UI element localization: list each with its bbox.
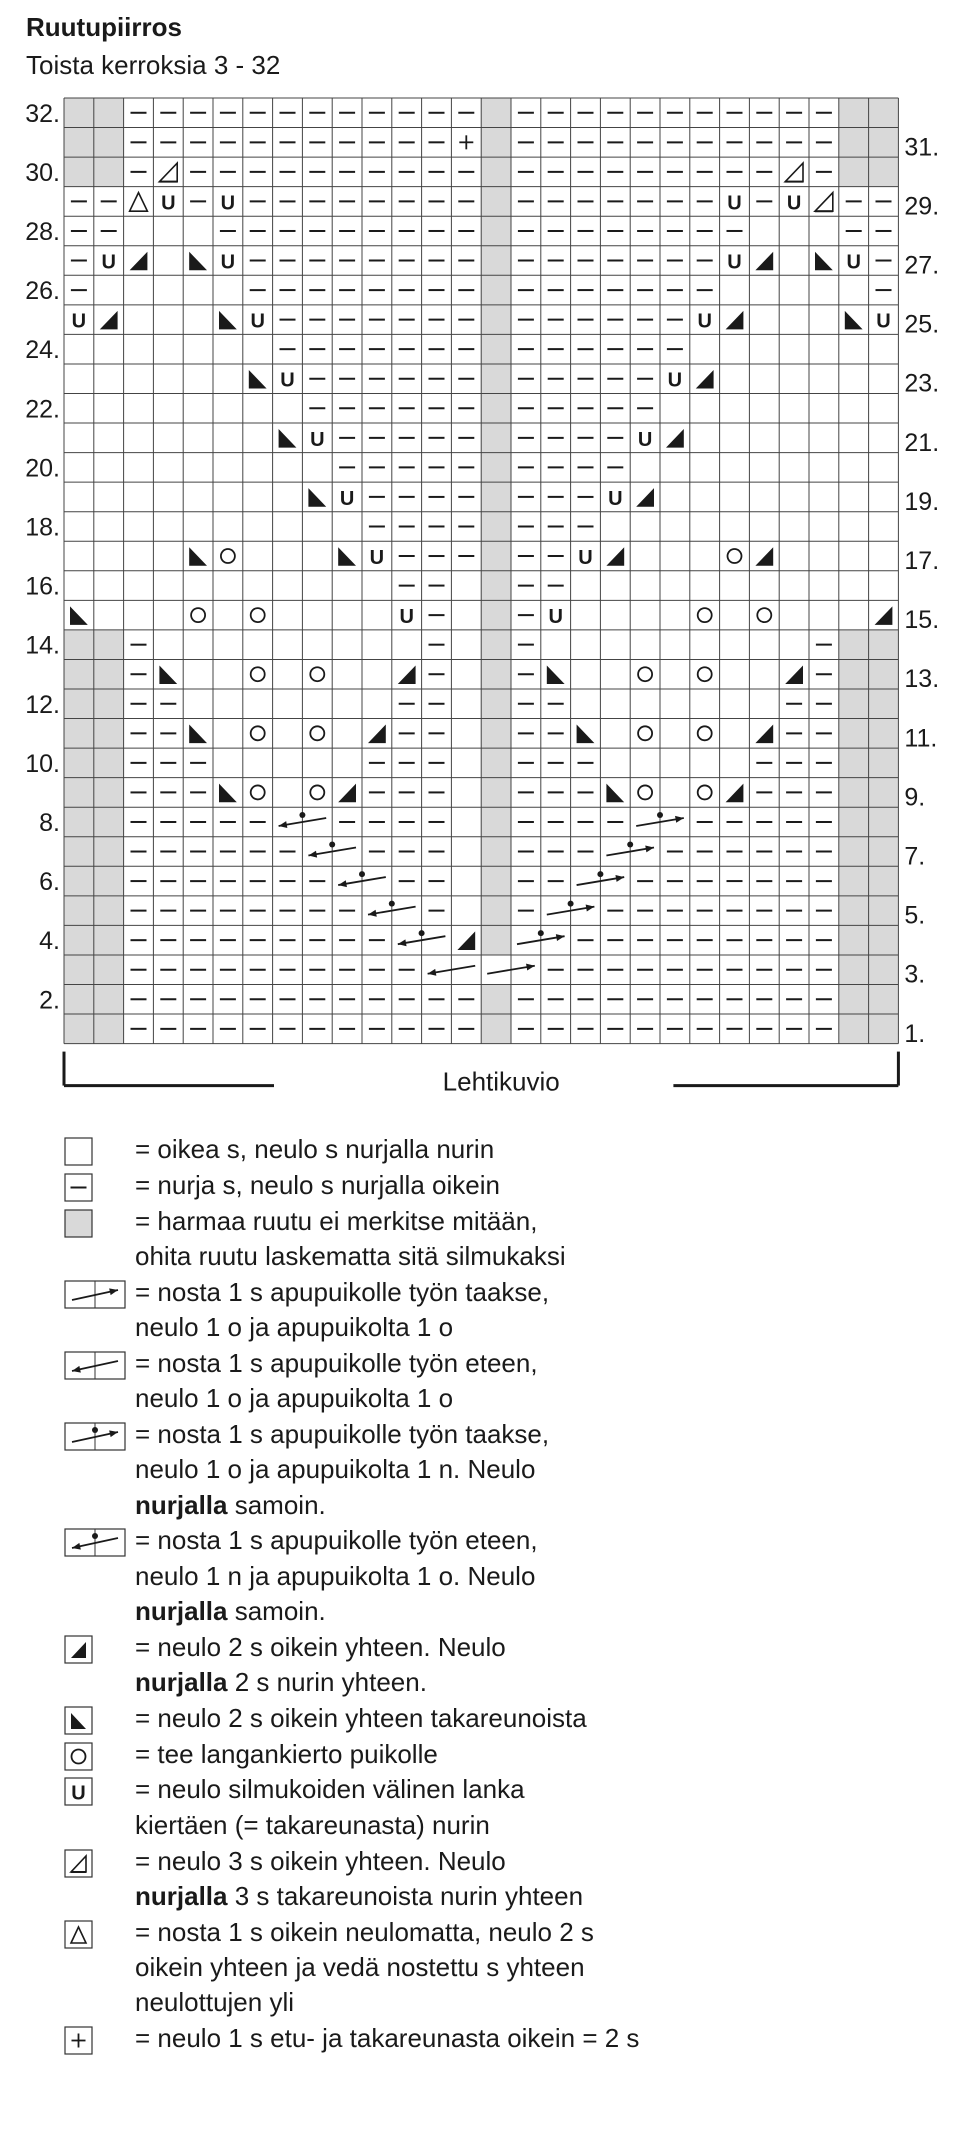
- ssk-icon: [845, 311, 863, 330]
- gray-cell: [481, 157, 511, 187]
- gray-cell: [869, 955, 899, 985]
- gray-cell: [94, 1014, 124, 1044]
- cable-dot: [627, 842, 633, 848]
- row-label-left: 6.: [39, 868, 60, 897]
- gray-cell: [869, 659, 899, 689]
- gray-cell: [481, 778, 511, 808]
- gray-cell: [839, 985, 869, 1015]
- gray-cell: [481, 600, 511, 630]
- legend-text: neulottujen yli: [135, 1987, 294, 2018]
- legend-text: = oikea s, neulo s nurjalla nurin: [135, 1134, 495, 1164]
- legend-icon-yo-icon: [64, 1742, 93, 1771]
- gray-cell: [481, 807, 511, 837]
- gray-cell: [839, 1014, 869, 1044]
- gray-cell: [869, 925, 899, 955]
- gray-cell: [64, 896, 94, 926]
- gray-cell: [64, 630, 94, 660]
- gray-cell: [94, 659, 124, 689]
- yarn-over-icon: [310, 785, 324, 799]
- legend-text: = neulo silmukoiden välinen lanka: [135, 1774, 525, 1805]
- legend-icon-box: [65, 1210, 92, 1237]
- cable-dot: [299, 812, 305, 818]
- twisted-purl-icon: U: [71, 1782, 86, 1805]
- row-label-right: 31.: [904, 133, 940, 162]
- k3tog-icon: [785, 163, 803, 182]
- gray-cell: [839, 659, 869, 689]
- ssk-icon: [159, 665, 177, 684]
- gray-cell: [481, 719, 511, 749]
- k2tog-icon: [755, 547, 773, 566]
- legend-icon-u-icon: [64, 1777, 93, 1806]
- gray-cell: [839, 866, 869, 896]
- yarn-over-icon: [191, 608, 205, 622]
- yarn-over-icon: [638, 785, 652, 799]
- twisted-purl-icon: U: [280, 369, 295, 392]
- row-label-right: 11.: [904, 724, 938, 753]
- cable-dot: [597, 871, 603, 877]
- gray-cell: [94, 925, 124, 955]
- chart-subtitle: Toista kerroksia 3 - 32: [26, 50, 281, 80]
- twisted-purl-icon: U: [697, 310, 712, 333]
- legend-icon-box: [65, 1138, 92, 1165]
- row-label-right: 23.: [904, 369, 940, 398]
- gray-cell: [481, 334, 511, 364]
- cable-dot: [92, 1427, 98, 1433]
- twisted-purl-icon: U: [161, 192, 176, 215]
- twisted-purl-icon: U: [876, 310, 891, 333]
- ssk-icon: [249, 370, 267, 389]
- gray-cell: [94, 689, 124, 719]
- ssk-icon: [606, 784, 624, 803]
- yarn-over-icon: [698, 785, 712, 799]
- yarn-over-icon: [221, 549, 235, 563]
- gray-cell: [94, 157, 124, 187]
- gray-cell: [64, 837, 94, 867]
- gray-cell: [481, 896, 511, 926]
- gray-cell: [481, 216, 511, 246]
- legend-icon-box: [65, 1636, 92, 1663]
- gray-cell: [481, 689, 511, 719]
- ssk-icon: [189, 252, 207, 271]
- legend-bold: nurjalla: [135, 1489, 228, 1520]
- gray-cell: [839, 837, 869, 867]
- legend-text: = harmaa ruutu ei merkitse mitään,: [135, 1205, 538, 1236]
- row-label-left: 32.: [25, 99, 60, 128]
- twisted-purl-icon: U: [578, 547, 593, 570]
- gray-cell: [869, 896, 899, 926]
- twisted-purl-icon: U: [220, 251, 236, 274]
- legend-text: neulo 1 o ja apupuikolta 1 o: [135, 1383, 454, 1414]
- twisted-purl-icon: U: [608, 487, 623, 510]
- gray-cell: [64, 1014, 94, 1044]
- legend-text: = nurja s, neulo s nurjalla oikein: [135, 1169, 500, 1200]
- row-label-right: 25.: [904, 310, 940, 339]
- twisted-purl-icon: U: [339, 487, 355, 510]
- yarn-over-icon: [728, 549, 742, 563]
- cable-arrowhead: [279, 821, 288, 828]
- cable-arrowhead: [526, 964, 535, 971]
- gray-cell: [869, 866, 899, 896]
- k2tog-icon: [398, 665, 416, 684]
- gray-cell: [839, 630, 869, 660]
- twisted-purl-icon: U: [250, 310, 265, 333]
- row-label-left: 16.: [25, 572, 60, 601]
- twisted-purl-icon: U: [101, 251, 116, 274]
- gray-cell: [481, 482, 511, 512]
- k2tog-icon: [666, 429, 684, 448]
- gray-cell: [869, 719, 899, 749]
- yarn-over-icon: [698, 608, 712, 622]
- gray-cell: [869, 98, 899, 128]
- legend-text: ohita ruutu laskematta sitä silmukaksi: [135, 1240, 566, 1271]
- yarn-over-icon: [757, 608, 771, 622]
- row-label-left: 22.: [25, 395, 60, 424]
- ssk-icon: [219, 784, 237, 803]
- row-label-left: 8.: [39, 808, 60, 837]
- gray-cell: [869, 837, 899, 867]
- gray-cell: [481, 630, 511, 660]
- gray-cell: [481, 394, 511, 424]
- chart-label: Lehtikuvio: [442, 1066, 560, 1097]
- row-label-left: 30.: [25, 158, 60, 187]
- gray-cell: [839, 896, 869, 926]
- k2tog-icon: [726, 311, 744, 330]
- gray-cell: [64, 866, 94, 896]
- k2tog-icon: [696, 370, 714, 389]
- gray-cell: [839, 748, 869, 778]
- gray-cell: [481, 98, 511, 128]
- row-label-left: 14.: [25, 631, 60, 660]
- k2tog-icon: [755, 252, 773, 271]
- gray-cell: [94, 807, 124, 837]
- k2tog-icon: [130, 252, 148, 271]
- row-label-right: 19.: [904, 487, 940, 516]
- legend-text: = neulo 3 s oikein yhteen. Neulo: [135, 1845, 506, 1876]
- gray-cell: [481, 512, 511, 542]
- twisted-purl-icon: U: [71, 310, 87, 333]
- gray-cell: [481, 541, 511, 571]
- yarn-over-icon: [698, 667, 712, 681]
- gray-cell: [481, 305, 511, 335]
- legend-icon-empty-icon: [64, 1137, 93, 1166]
- gray-cell: [839, 157, 869, 187]
- legend-icon-cross-right-icon: [64, 1280, 126, 1309]
- chart-title: Ruutupiirros: [26, 12, 182, 42]
- legend-bold: nurjalla: [135, 1595, 228, 1626]
- gray-cell: [481, 659, 511, 689]
- gray-cell: [94, 778, 124, 808]
- legend-text: = neulo 2 s oikein yhteen. Neulo: [135, 1631, 506, 1662]
- gray-cell: [94, 98, 124, 128]
- legend-icon-gray-icon: [64, 1209, 93, 1238]
- gray-cell: [481, 837, 511, 867]
- gray-cell: [94, 630, 124, 660]
- ssk-icon: [815, 252, 833, 271]
- row-label-right: 7.: [904, 842, 926, 871]
- row-label-left: 12.: [25, 690, 60, 719]
- legend-icon-ssk-icon: [64, 1706, 93, 1735]
- yarn-over-icon: [251, 608, 265, 622]
- legend-text: oikein yhteen ja vedä nostettu s yhteen: [135, 1951, 585, 1982]
- twisted-purl-icon: U: [846, 251, 861, 274]
- yarn-over-icon: [251, 785, 265, 799]
- gray-cell: [839, 128, 869, 158]
- legend-text: = neulo 1 s etu- ja takareunasta oikein = 2 s: [135, 2023, 640, 2053]
- gray-cell: [94, 128, 124, 158]
- row-label-right: 17.: [904, 547, 940, 576]
- gray-cell: [481, 1014, 511, 1044]
- k2tog-icon: [100, 311, 118, 330]
- cable-dot: [329, 842, 335, 848]
- row-label-left: 28.: [25, 217, 60, 246]
- cable-arrowhead: [675, 816, 684, 823]
- cable-arrowhead: [368, 910, 377, 917]
- row-label-left: 10.: [25, 749, 60, 778]
- gray-cell: [481, 866, 511, 896]
- legend-icon-cross-right-dot-icon: [64, 1422, 126, 1451]
- legend-text: = nosta 1 s apupuikolle työn eteen,: [135, 1525, 538, 1556]
- gray-cell: [839, 689, 869, 719]
- row-label-right: 27.: [904, 251, 940, 280]
- row-label-right: 9.: [904, 783, 926, 812]
- row-label-left: 26.: [25, 277, 60, 306]
- k2tog-icon: [875, 606, 893, 625]
- cable-arrowhead: [308, 851, 317, 858]
- gray-cell: [481, 571, 511, 601]
- cable-dot: [359, 871, 365, 877]
- twisted-purl-icon: U: [369, 547, 385, 570]
- yarn-over-icon: [638, 726, 652, 740]
- row-label-left: 2.: [39, 986, 60, 1015]
- k3tog-icon: [815, 193, 833, 212]
- k2tog-icon: [785, 665, 803, 684]
- twisted-purl-icon: U: [220, 192, 236, 215]
- gray-cell: [869, 630, 899, 660]
- gray-cell: [64, 985, 94, 1015]
- legend-icon-box: [65, 1921, 92, 1948]
- gray-cell: [64, 719, 94, 749]
- ssk-icon: [338, 547, 356, 566]
- ssk-icon: [189, 547, 207, 566]
- twisted-purl-icon: U: [399, 606, 414, 629]
- ssk-icon: [70, 606, 88, 625]
- ssk-icon: [308, 488, 326, 507]
- gray-cell: [64, 955, 94, 985]
- legend-icon-cross-left-dot-icon: [64, 1528, 126, 1557]
- gray-cell: [869, 128, 899, 158]
- yarn-over-icon: [698, 726, 712, 740]
- gray-cell: [64, 689, 94, 719]
- gray-cell: [94, 719, 124, 749]
- gray-cell: [94, 837, 124, 867]
- cable-arrowhead: [556, 934, 565, 941]
- gray-cell: [839, 925, 869, 955]
- cable-arrowhead: [586, 905, 595, 912]
- gray-cell: [839, 778, 869, 808]
- gray-cell: [94, 866, 124, 896]
- legend-text: = neulo 2 s oikein yhteen takareunoista: [135, 1702, 587, 1733]
- gray-cell: [481, 364, 511, 394]
- k2tog-icon: [726, 784, 744, 803]
- twisted-purl-icon: U: [786, 192, 802, 215]
- cable-dot: [538, 930, 544, 936]
- twisted-purl-icon: U: [548, 606, 563, 629]
- k2tog-icon: [606, 547, 624, 566]
- gray-cell: [869, 985, 899, 1015]
- k2tog-icon: [636, 488, 654, 507]
- twisted-purl-icon: U: [310, 428, 325, 451]
- gray-cell: [481, 453, 511, 483]
- row-label-left: 20.: [25, 454, 60, 483]
- gray-cell: [481, 748, 511, 778]
- cable-arrowhead: [338, 880, 347, 887]
- row-label-right: 1.: [904, 1019, 926, 1048]
- cable-arrowhead: [398, 939, 407, 946]
- gray-cell: [64, 659, 94, 689]
- legend-text: nurjalla samoin.: [135, 1595, 326, 1626]
- gray-cell: [64, 748, 94, 778]
- legend-text: neulo 1 o ja apupuikolta 1 n. Neulo: [135, 1454, 536, 1485]
- legend-icon-cross-left-icon: [64, 1351, 126, 1380]
- yarn-over-icon: [638, 667, 652, 681]
- twisted-purl-icon: U: [667, 369, 683, 392]
- legend-text: nurjalla samoin.: [135, 1489, 326, 1520]
- legend-icon-k2tog-icon: [64, 1635, 93, 1664]
- gray-cell: [94, 748, 124, 778]
- row-label-right: 29.: [904, 192, 940, 221]
- row-label-left: 24.: [25, 336, 60, 365]
- gray-cell: [64, 128, 94, 158]
- cable-dot: [657, 812, 663, 818]
- k2tog-icon: [368, 725, 386, 744]
- legend-bold: nurjalla: [135, 1880, 228, 1911]
- legend-text: nurjalla 3 s takareunoista nurin yhteen: [135, 1880, 584, 1911]
- sk2p-icon: [130, 193, 148, 212]
- legend-text: kiertäen (= takareunasta) nurin: [135, 1809, 490, 1840]
- gray-cell: [481, 423, 511, 453]
- cable-dot: [419, 930, 425, 936]
- cable-dot: [92, 1533, 98, 1539]
- gray-cell: [481, 925, 511, 955]
- yarn-over-icon: [251, 726, 265, 740]
- legend-text: neulo 1 n ja apupuikolta 1 o. Neulo: [135, 1560, 536, 1591]
- ssk-icon: [219, 311, 237, 330]
- gray-cell: [481, 187, 511, 217]
- ssk-icon: [189, 725, 207, 744]
- cable-dot: [389, 901, 395, 907]
- legend-icon-sk2p-icon: [64, 1920, 93, 1949]
- legend-text: = nosta 1 s apupuikolle työn taakse,: [135, 1418, 550, 1449]
- yarn-over-icon: [251, 667, 265, 681]
- legend-icon-box: [65, 1707, 92, 1734]
- legend-text: = nosta 1 s apupuikolle työn taakse,: [135, 1276, 550, 1307]
- k2tog-icon: [457, 931, 475, 950]
- ssk-icon: [577, 725, 595, 744]
- legend-bold: nurjalla: [135, 1667, 228, 1697]
- gray-cell: [869, 1014, 899, 1044]
- legend-icon-dash-icon: [64, 1173, 93, 1202]
- gray-cell: [869, 157, 899, 187]
- gray-cell: [869, 778, 899, 808]
- k3tog-icon: [159, 163, 177, 182]
- row-label-right: 21.: [904, 428, 940, 457]
- legend-text: = tee langankierto puikolle: [135, 1738, 438, 1769]
- gray-cell: [869, 807, 899, 837]
- legend-text: = nosta 1 s oikein neulomatta, neulo 2 s: [135, 1916, 594, 1947]
- ssk-icon: [279, 429, 297, 448]
- gray-cell: [64, 778, 94, 808]
- gray-cell: [869, 748, 899, 778]
- gray-cell: [64, 925, 94, 955]
- gray-cell: [64, 157, 94, 187]
- gray-cell: [94, 896, 124, 926]
- gray-cell: [839, 807, 869, 837]
- gray-cell: [94, 985, 124, 1015]
- twisted-purl-icon: U: [637, 428, 653, 451]
- legend-text: neulo 1 o ja apupuikolta 1 o: [135, 1312, 454, 1342]
- gray-cell: [481, 128, 511, 158]
- gray-cell: [869, 689, 899, 719]
- legend-icon-plus-icon: [64, 2026, 93, 2055]
- gray-cell: [481, 985, 511, 1015]
- row-label-left: 18.: [25, 513, 60, 542]
- gray-cell: [94, 955, 124, 985]
- cable-arrowhead: [615, 875, 624, 882]
- legend-icon-box: [65, 1743, 92, 1770]
- legend-text: = nosta 1 s apupuikolle työn eteen,: [135, 1347, 538, 1378]
- row-label-right: 3.: [904, 960, 926, 989]
- cable-dot: [568, 901, 574, 907]
- gray-cell: [64, 807, 94, 837]
- gray-cell: [481, 275, 511, 305]
- yarn-over-icon: [310, 726, 324, 740]
- gray-cell: [481, 246, 511, 276]
- row-label-right: 15.: [904, 606, 940, 635]
- k2tog-icon: [338, 784, 356, 803]
- k2tog-icon: [755, 725, 773, 744]
- row-label-right: 13.: [904, 665, 940, 694]
- cable-arrowhead: [428, 969, 437, 976]
- gray-cell: [64, 98, 94, 128]
- row-label-right: 5.: [904, 901, 926, 930]
- twisted-purl-icon: U: [727, 251, 742, 274]
- twisted-purl-icon: U: [727, 192, 742, 215]
- legend-icon-k3tog-icon: [64, 1849, 93, 1878]
- gray-cell: [839, 719, 869, 749]
- chart-grid: [64, 98, 898, 1044]
- gray-cell: [839, 955, 869, 985]
- legend-text: nurjalla 2 s nurin yhteen.: [135, 1667, 427, 1697]
- ssk-icon: [547, 665, 565, 684]
- row-label-left: 4.: [39, 927, 60, 956]
- cable-arrowhead: [645, 845, 654, 852]
- yarn-over-icon: [310, 667, 324, 681]
- gray-cell: [839, 98, 869, 128]
